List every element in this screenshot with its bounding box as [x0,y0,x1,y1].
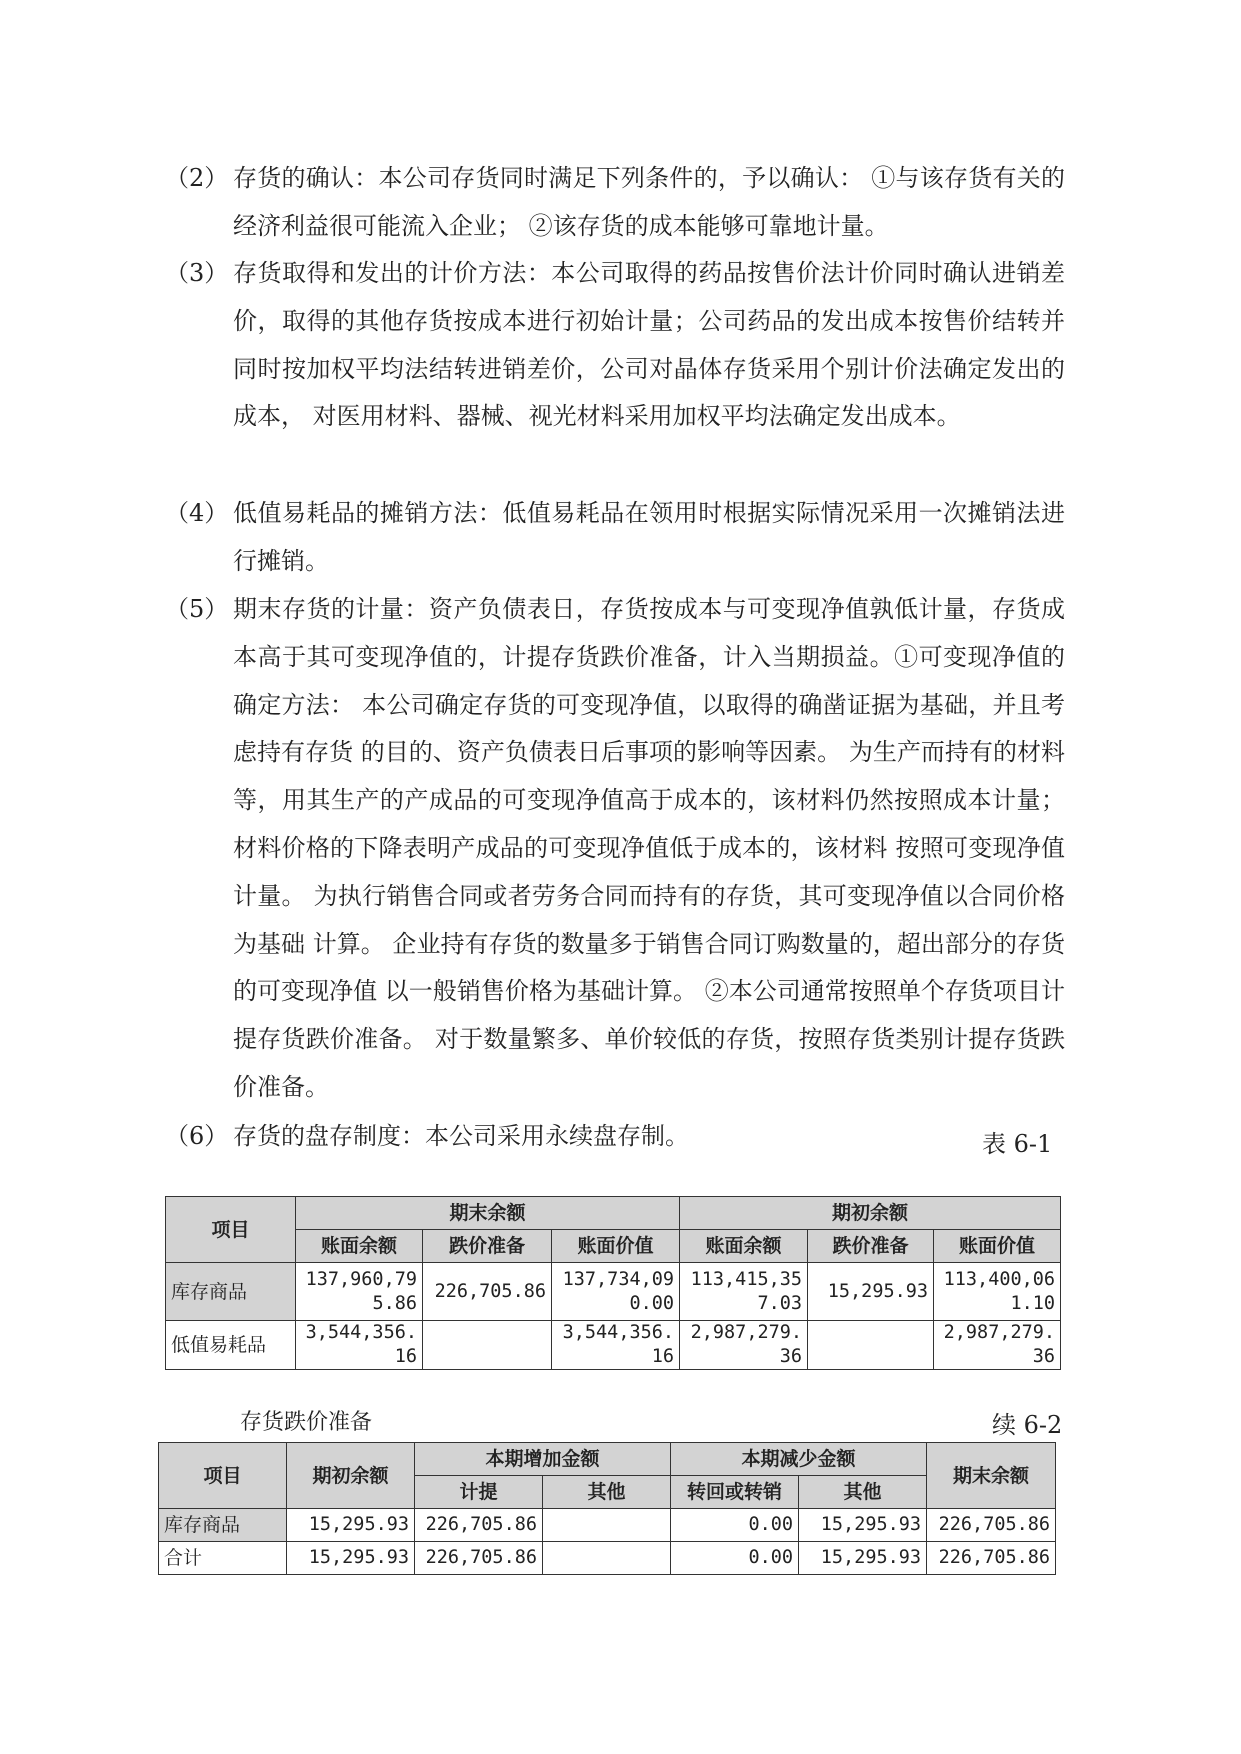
cell: 15,295.93 [287,1509,415,1542]
cell: 3,544,356.16 [296,1321,423,1370]
header-item: 项目 [159,1443,287,1509]
header-end-balance: 期末余额 [927,1443,1056,1509]
row-label: 库存商品 [159,1509,287,1542]
header-impairment: 跌价准备 [808,1230,934,1263]
cell: 0.00 [671,1542,799,1575]
cell: 15,295.93 [287,1542,415,1575]
cell [543,1509,671,1542]
row-label: 库存商品 [166,1263,296,1321]
paragraph-number: （2） [165,164,229,192]
paragraph-2 [165,155,1065,251]
inventory-table [165,1196,1061,1370]
table2-caption: 续 6-2 [992,1411,1063,1439]
paragraph-number: （6） [165,1122,229,1150]
cell: 226,705.86 [423,1263,552,1321]
cell: 15,295.93 [799,1542,927,1575]
impairment-table [158,1442,1056,1575]
header-end-balance: 期末余额 [296,1197,680,1230]
table2-title: 存货跌价准备 [240,1410,373,1435]
header-increase: 本期增加金额 [415,1443,671,1476]
cell: 3,544,356.16 [552,1321,680,1370]
cell: 137,960,795.86 [296,1263,423,1321]
row-label: 合计 [159,1542,287,1575]
cell: 226,705.86 [415,1542,543,1575]
row-label: 低值易耗品 [166,1321,296,1370]
header-book-value: 账面价值 [934,1230,1061,1263]
cell: 113,400,061.10 [934,1263,1061,1321]
cell: 0.00 [671,1509,799,1542]
header-book-value: 账面价值 [552,1230,680,1263]
cell: 113,415,357.03 [680,1263,808,1321]
paragraph-3 [165,250,1065,441]
cell [808,1321,934,1370]
cell: 2,987,279.36 [934,1321,1061,1370]
cell: 226,705.86 [927,1542,1056,1575]
paragraph-4 [165,490,1065,586]
cell [423,1321,552,1370]
paragraph-number: （4） [165,499,229,527]
paragraph-text: 存货的盘存制度：本公司采用永续盘存制。 [233,1122,689,1150]
header-other: 其他 [799,1476,927,1509]
cell: 15,295.93 [799,1509,927,1542]
cell: 2,987,279.36 [680,1321,808,1370]
header-impairment: 跌价准备 [423,1230,552,1263]
header-item: 项目 [166,1197,296,1263]
header-reversal: 转回或转销 [671,1476,799,1509]
paragraph-number: （5） [165,595,229,623]
table1-caption: 表 6-1 [982,1130,1053,1158]
cell: 15,295.93 [808,1263,934,1321]
header-begin-balance: 期初余额 [680,1197,1061,1230]
paragraph-5 [165,586,1065,1112]
header-book-balance: 账面余额 [296,1230,423,1263]
cell: 226,705.86 [927,1509,1056,1542]
table-row [159,1542,1056,1575]
header-other: 其他 [543,1476,671,1509]
cell: 226,705.86 [415,1509,543,1542]
paragraph-number: （3） [165,259,229,287]
paragraph-text: 期末存货的计量：资产负债表日，存货按成本与可变现净值孰低计量，存货成本高于其可变现净值的，计提存货跌价准备，计入当期损益。①可变现净值的确定方法： 本公司确定存货的可变现净值，以取得的确凿证据为基础，并且考虑持有存货 的目的、资产负债表日后事项的影响等因素。 为生产而持有的材料等，用其生产的产成品的可变现净值高于成本的，该材料仍然按照成本计量；材料价格的下降表明产成品的可变现净值低于成本的，该材料 按照可变现净值计量。 为执行销售合同或者劳务合同而持有的存货，其可变现净值以合同价格为基础 计算。 企业持有存货的数量多于销售合同订购数量的，超出部分的存货的可变现净值 以一般销售价格为基础计算。 ②本公司通常按照单个存货项目计提存货跌价准备。 对于数量繁多、单价较低的存货，按照存货类别计提存货跌价准备。 [233,595,1065,1101]
cell: 137,734,090.00 [552,1263,680,1321]
paragraph-text: 存货取得和发出的计价方法：本公司取得的药品按售价法计价同时确认进销差价，取得的其他存货按成本进行初始计量；公司药品的发出成本按售价结转并 同时按加权平均法结转进销差价，公司对晶体存货采用个别计价法确定发出的成本， 对医用材料、器械、视光材料采用加权平均法确定发出成本。 [233,259,1065,431]
paragraph-6 [165,1113,1065,1161]
paragraph-text: 低值易耗品的摊销方法：低值易耗品在领用时根据实际情况采用一次摊销法进行摊销。 [233,499,1065,575]
header-decrease: 本期减少金额 [671,1443,927,1476]
paragraph-text: 存货的确认：本公司存货同时满足下列条件的，予以确认： ①与该存货有关的经济利益很可能流入企业； ②该存货的成本能够可靠地计量。 [233,164,1065,240]
header-begin-balance: 期初余额 [287,1443,415,1509]
table-row [159,1509,1056,1542]
table-row [166,1263,1061,1321]
cell [543,1542,671,1575]
header-provision: 计提 [415,1476,543,1509]
header-book-balance: 账面余额 [680,1230,808,1263]
table-row [166,1321,1061,1370]
